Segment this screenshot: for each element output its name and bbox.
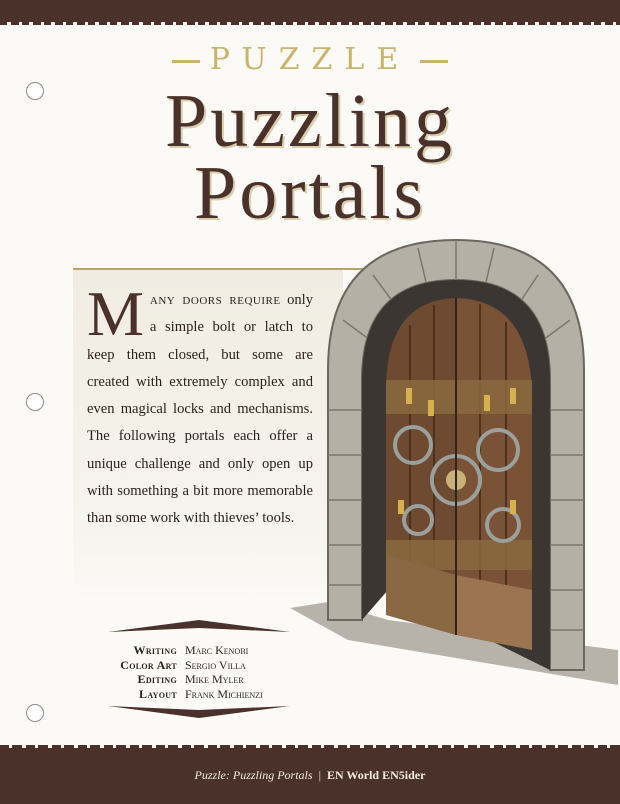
page-title-line2: Portals (193, 151, 427, 235)
credits-bottom-ornament (108, 706, 290, 718)
top-border (0, 0, 620, 22)
intro-body: only a simple bolt or latch to keep them closed, but some are created with extremely complex and even magical locks and mechanisms. The following portals each offer a unique challenge and only open up with something a bit more memorable than some work with thieves’ tools. (87, 292, 314, 527)
footer-separator: | (318, 768, 321, 782)
credit-role: Writing (133, 643, 177, 657)
footer-brand: EN World EN5ider (326, 768, 426, 782)
kicker-dash-right (420, 60, 448, 63)
page-title-line1: Puzzling (165, 79, 455, 163)
kicker-text: PUZZLE (209, 42, 411, 77)
credit-row (100, 643, 300, 658)
binder-hole (26, 393, 44, 411)
binder-hole (26, 704, 44, 722)
credit-role: Color Art (120, 657, 177, 672)
credits-top-ornament (108, 620, 290, 632)
drop-cap: M (87, 278, 144, 349)
footer-title: Puzzle: Puzzling Portals (194, 768, 313, 782)
section-kicker (0, 42, 620, 77)
credit-name: Sergio Villa (185, 657, 246, 672)
credit-row (100, 672, 300, 687)
kicker-dash-left (172, 60, 200, 63)
credit-name: Marc Kenobi (185, 643, 249, 657)
credits-block (100, 643, 300, 701)
credit-row (100, 687, 300, 702)
credit-name: Frank Michienzi (185, 686, 263, 701)
intro-paragraph (87, 278, 314, 533)
arched-vault-door-icon (288, 230, 620, 685)
credit-row (100, 658, 300, 673)
credit-role: Layout (139, 686, 177, 701)
credit-role: Editing (137, 672, 177, 686)
intro-lead: any doors require (149, 291, 281, 308)
page-footer (0, 768, 620, 783)
credit-name: Mike Myler (185, 672, 244, 686)
